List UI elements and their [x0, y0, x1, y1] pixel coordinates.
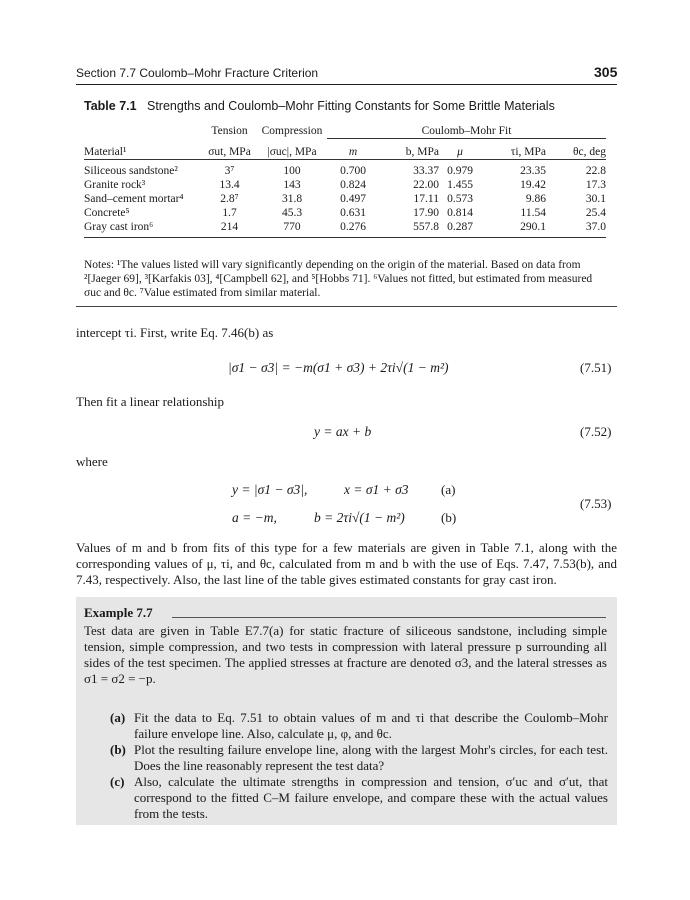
value-cell: 9.86 [525, 193, 546, 205]
material-cell: Sand–cement mortar⁴ [84, 193, 184, 205]
table-row [84, 206, 606, 220]
value-cell: 0.276 [340, 221, 366, 233]
value-cell: 22.8 [585, 165, 606, 177]
item-text: Fit the data to Eq. 7.51 to obtain values of m and τi that describe the Coulomb–Mohr failure envelope line. Also, calculate μ, φ, and θc. [134, 710, 608, 741]
col-header: m [348, 146, 358, 158]
equation-tag: (a) [441, 482, 456, 497]
table-row [84, 192, 606, 206]
value-cell: 1.455 [447, 179, 473, 191]
body-paragraph: Values of m and b from fits of this type for a few materials are given in Table 7.1, along with the corresponding values of μ, τi, and θc, calculated from m and b with the use of Eqs. 7.47, 7.53(b), and 7.43, respectively. Also, the last line of the table gives estimated constants for gray cast iron. [76, 540, 617, 587]
value-cell: 214 [220, 221, 239, 233]
value-cell: 11.54 [520, 207, 546, 219]
table-caption [84, 99, 555, 113]
example-item [110, 774, 608, 822]
value-cell: 143 [283, 179, 301, 191]
value-cell: 290.1 [520, 221, 546, 233]
example-item [110, 742, 608, 774]
value-cell: 0.824 [340, 179, 366, 191]
item-label: (a) [110, 710, 126, 725]
value-cell: 19.42 [520, 179, 546, 191]
item-text: Plot the resulting failure envelope line, along with the largest Mohr's circles, for each test. Does the line reasonably represent the test data? [134, 742, 608, 773]
header-rule [76, 84, 617, 85]
page-number: 305 [594, 64, 618, 80]
item-text: Also, calculate the ultimate strengths in compression and tension, σ′uc and σ′ut, that correspond to the fitted C–M failure envelope, and compare these with the actual values from the tests. [134, 774, 608, 821]
value-cell: 33.37 [413, 165, 439, 177]
material-cell: Concrete⁵ [84, 207, 130, 219]
col-header: b, MPa [405, 146, 439, 158]
equation-7-53a-left: y = |σ1 − σ3|, [232, 482, 308, 497]
col-header: σut, MPa [208, 146, 251, 158]
item-label: (b) [110, 742, 126, 757]
column-header-row [84, 145, 606, 160]
material-cell: Granite rock³ [84, 179, 146, 191]
equation-number: (7.51) [580, 360, 612, 375]
value-cell: 13.4 [219, 179, 240, 191]
equation-tag: (b) [441, 510, 457, 525]
value-cell: 17.11 [413, 193, 439, 205]
section-header: Section 7.7 Coulomb–Mohr Fracture Criterion [76, 66, 319, 80]
example-item [110, 710, 608, 742]
value-cell: 0.497 [340, 193, 366, 205]
value-cell: 30.1 [585, 193, 606, 205]
value-cell: 557.8 [413, 221, 439, 233]
table-notes: Notes: ¹The values listed will vary significantly depending on the origin of the material. Based on data from ²[Jaeger 69], ³[Karfakis 03], ⁴[Campbell 62], and ⁵[Hobbs 71]. ⁶Values not fitted, but estimated from measured σuc and θc. ⁷Value estimated from similar material. [84, 259, 593, 299]
group-compression: Compression [261, 125, 323, 138]
equation-7-53b-right: b = 2τi√(1 − m²) [314, 510, 405, 525]
notes-rule [76, 306, 617, 307]
intro-text: intercept τi. First, write Eq. 7.46(b) as [76, 325, 274, 340]
material-cell: Gray cast iron⁶ [84, 221, 154, 233]
table-row [84, 164, 606, 178]
item-label: (c) [110, 774, 125, 789]
value-cell: 22.00 [413, 179, 439, 191]
value-cell: 17.3 [585, 179, 606, 191]
group-tension: Tension [211, 125, 248, 138]
value-cell: 0.700 [340, 165, 366, 177]
col-header: |σuc|, MPa [267, 146, 317, 158]
equation-7-51: |σ1 − σ3| = −m(σ1 + σ3) + 2τi√(1 − m²) [228, 360, 449, 375]
value-cell: 0.287 [447, 221, 473, 233]
equation-7-53b-left: a = −m, [232, 510, 277, 525]
table-label: Table 7.1 [84, 99, 137, 113]
value-cell: 0.979 [447, 165, 473, 177]
equation-number: (7.52) [580, 424, 612, 439]
value-cell: 0.573 [447, 193, 473, 205]
table-row [84, 178, 606, 192]
value-cell: 2.8⁷ [220, 193, 239, 205]
value-cell: 31.8 [281, 193, 303, 205]
value-cell: 0.814 [447, 207, 473, 219]
col-header: Material¹ [84, 146, 127, 158]
value-cell: 25.4 [585, 207, 606, 219]
equation-7-53a-right: x = σ1 + σ3 [344, 482, 409, 497]
fit-text: Then fit a linear relationship [76, 394, 225, 409]
example-title: Example 7.7 [84, 605, 153, 620]
value-cell: 37.0 [585, 221, 606, 233]
value-cell: 17.90 [413, 207, 439, 219]
col-header: τi, MPa [510, 146, 546, 158]
equation-number: (7.53) [580, 496, 612, 511]
materials-table [84, 124, 606, 238]
equation-7-52: y = ax + b [314, 424, 372, 439]
value-cell: 23.35 [520, 165, 546, 177]
col-header: θc, deg [573, 146, 606, 158]
value-cell: 770 [283, 221, 301, 233]
value-cell: 1.7 [222, 207, 237, 219]
table-row [84, 220, 606, 234]
example-text: Test data are given in Table E7.7(a) for static fracture of siliceous sandstone, including simple tension, simple compression, and two tests in compression with lateral pressure p surrounding all sides of the test specimen. The applied stresses at fracture are denoted σ3, and the lateral stresses as σ1 = σ2 = −p. [84, 623, 607, 686]
value-cell: 45.3 [281, 207, 303, 219]
group-header-row [84, 124, 606, 139]
col-header: μ [457, 146, 463, 158]
value-cell: 3⁷ [224, 165, 235, 177]
table-title: Strengths and Coulomb–Mohr Fitting Constants for Some Brittle Materials [147, 99, 555, 113]
example-box [76, 597, 617, 825]
material-cell: Siliceous sandstone² [84, 165, 178, 177]
group-fit: Coulomb–Mohr Fit [327, 124, 606, 139]
example-rule [172, 617, 606, 618]
where-text: where [76, 454, 108, 469]
value-cell: 100 [283, 165, 301, 177]
value-cell: 0.631 [340, 207, 366, 219]
